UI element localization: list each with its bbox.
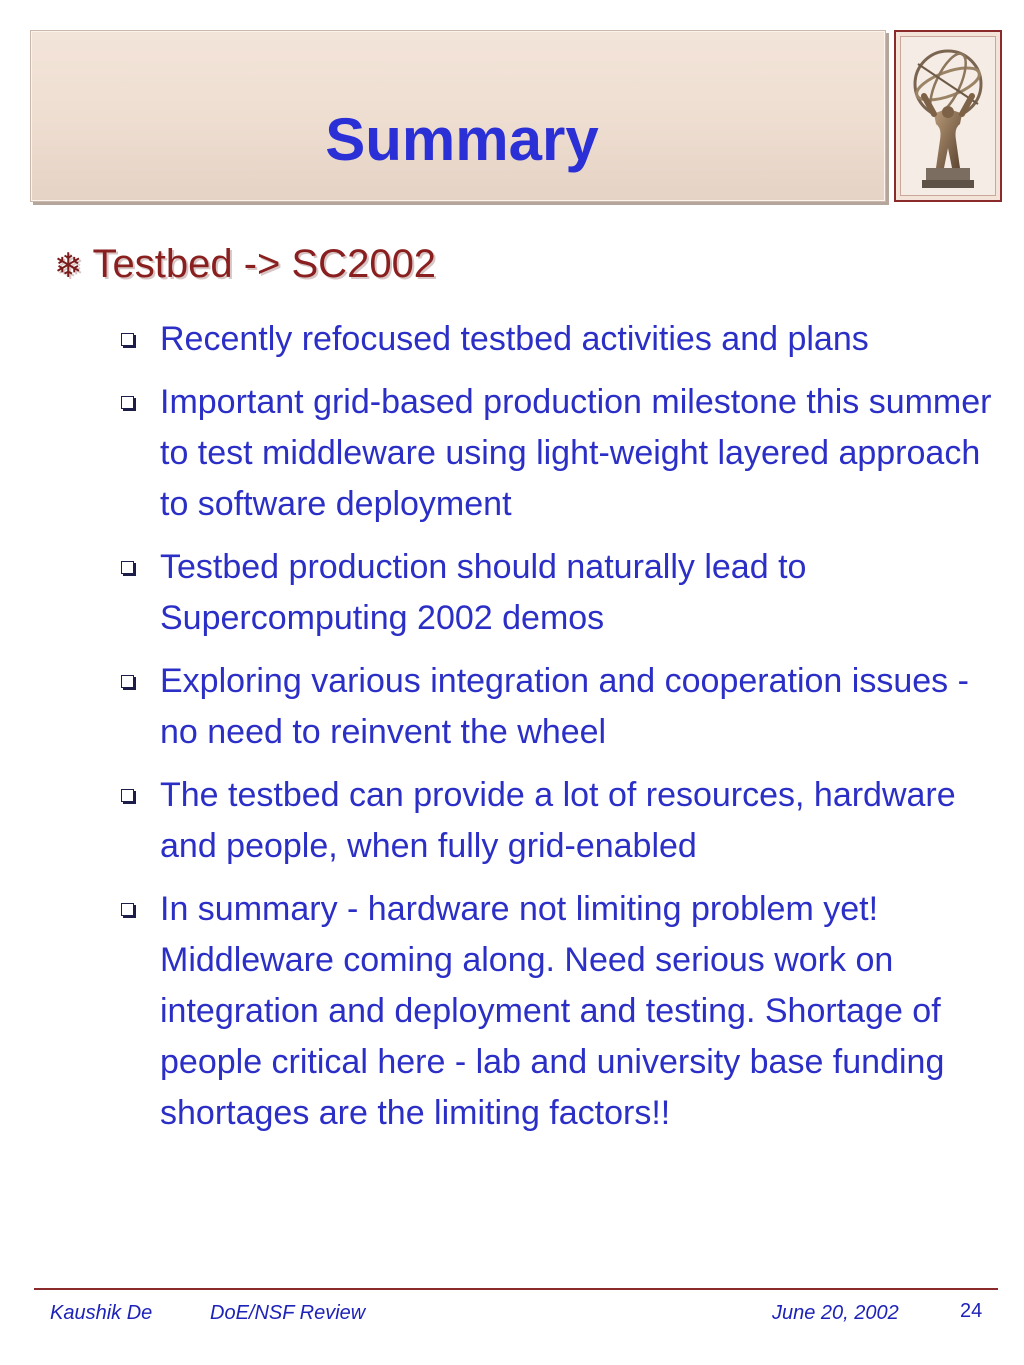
page-number: 24 (960, 1300, 983, 1322)
footer-author: Kaushik De (50, 1302, 153, 1324)
bullet-item (118, 542, 998, 644)
section-heading (54, 236, 436, 294)
checkbox-bullet-icon (121, 561, 134, 574)
bullet-item (118, 377, 998, 530)
atlas-logo (894, 30, 1002, 202)
snowflake-icon: ❄ (54, 247, 83, 285)
bullet-item (118, 884, 998, 1139)
checkbox-bullet-icon (121, 903, 134, 916)
bullet-item (118, 770, 998, 872)
checkbox-bullet-icon (121, 789, 134, 802)
bullet-item (118, 314, 998, 365)
atlas-statue-image (904, 40, 992, 192)
section-heading-text: Testbed -> SC2002 (92, 242, 437, 286)
bullet-text: Important grid-based production milestone this summer to test middleware using light-weight layered approach to software deployment (160, 383, 992, 523)
checkbox-bullet-icon (121, 396, 134, 409)
slide-title: Summary (325, 106, 599, 173)
title-banner (30, 30, 886, 202)
bullet-text: Exploring various integration and cooperation issues - no need to reinvent the wheel (160, 662, 969, 751)
bullet-text: Recently refocused testbed activities and plans (160, 320, 869, 358)
checkbox-bullet-icon (121, 333, 134, 346)
footer-divider (34, 1288, 998, 1290)
bullet-text: The testbed can provide a lot of resources, hardware and people, when fully grid-enabled (160, 776, 956, 865)
checkbox-bullet-icon (121, 675, 134, 688)
bullet-list (118, 314, 998, 1151)
footer-event: DoE/NSF Review (210, 1302, 366, 1324)
footer-date: June 20, 2002 (772, 1302, 899, 1324)
bullet-text: In summary - hardware not limiting problem yet! Middleware coming along. Need serious work on integration and deployment and testing. Shortage of people critical here - lab and university base funding shortages are the limiting factors!! (160, 890, 945, 1132)
bullet-item (118, 656, 998, 758)
bullet-text: Testbed production should naturally lead to Supercomputing 2002 demos (160, 548, 807, 637)
